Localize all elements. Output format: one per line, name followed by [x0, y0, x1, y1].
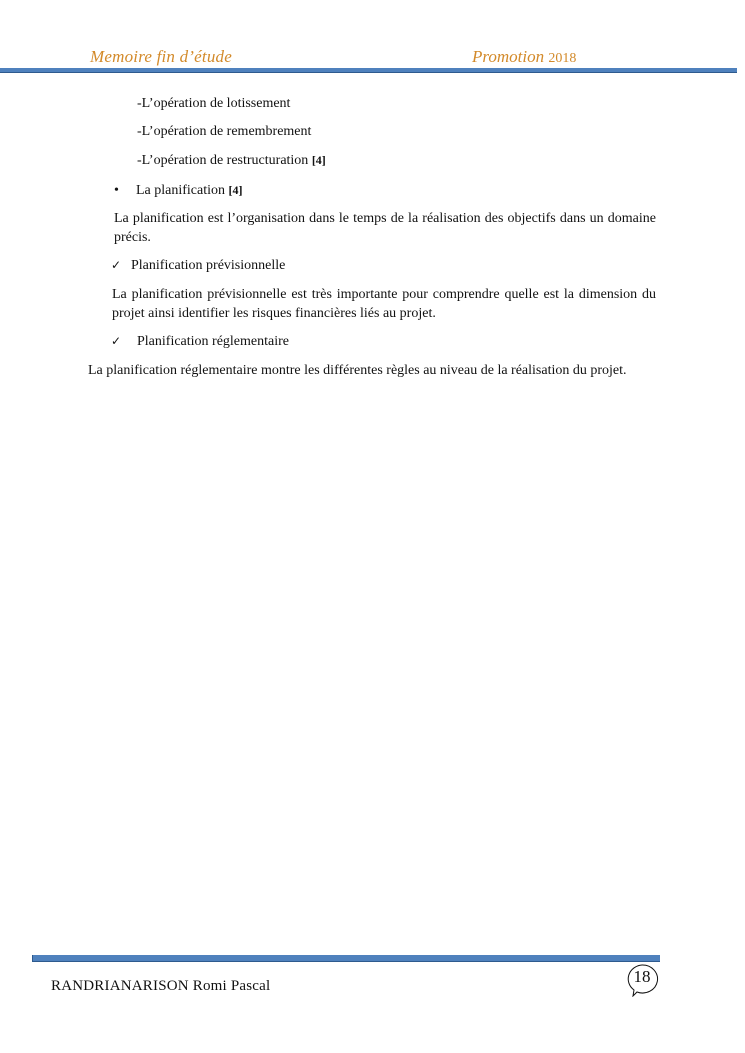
op-remembrement: -L’opération de remembrement — [137, 124, 312, 139]
header-rule — [0, 68, 737, 73]
regl-heading — [111, 332, 289, 351]
op-restructuration-ref: [4] — [311, 153, 326, 167]
prev-heading — [111, 256, 285, 275]
footer-rule — [32, 955, 660, 962]
planification-heading — [114, 181, 243, 200]
regl-heading-text: Planification réglementaire — [137, 334, 289, 349]
header-promotion — [472, 47, 576, 67]
page-number: 18 — [633, 967, 651, 986]
header-promotion-year: 2018 — [548, 51, 577, 66]
prev-heading-text: Planification prévisionnelle — [131, 258, 286, 273]
header-title: Memoire fin d’étude — [90, 47, 232, 66]
planification-paragraph: La planification est l’organisation dans le temps de la réalisation des objectifs dans un domaine précis. — [114, 211, 656, 245]
planification-ref: [4] — [228, 183, 243, 197]
footer-author: RANDRIANARISON Romi Pascal — [51, 978, 271, 994]
regl-paragraph: La planification réglementaire montre les différentes règles au niveau de la réalisation du projet. — [88, 363, 627, 378]
check-icon: ✓ — [111, 258, 122, 272]
prev-paragraph: La planification prévisionnelle est très importante pour comprendre quelle est la dimension du projet ainsi identifier les risques financières liés au projet. — [112, 287, 656, 321]
planification-heading-text: La planification — [136, 183, 226, 198]
check-icon: ✓ — [111, 334, 122, 348]
op-restructuration — [137, 151, 326, 170]
page-number-badge — [625, 963, 659, 997]
op-restructuration-text: -L’opération de restructuration — [137, 153, 309, 168]
bullet-icon: • — [114, 183, 119, 198]
op-lotissement: -L’opération de lotissement — [137, 96, 291, 111]
header-promotion-label: Promotion — [472, 47, 545, 66]
